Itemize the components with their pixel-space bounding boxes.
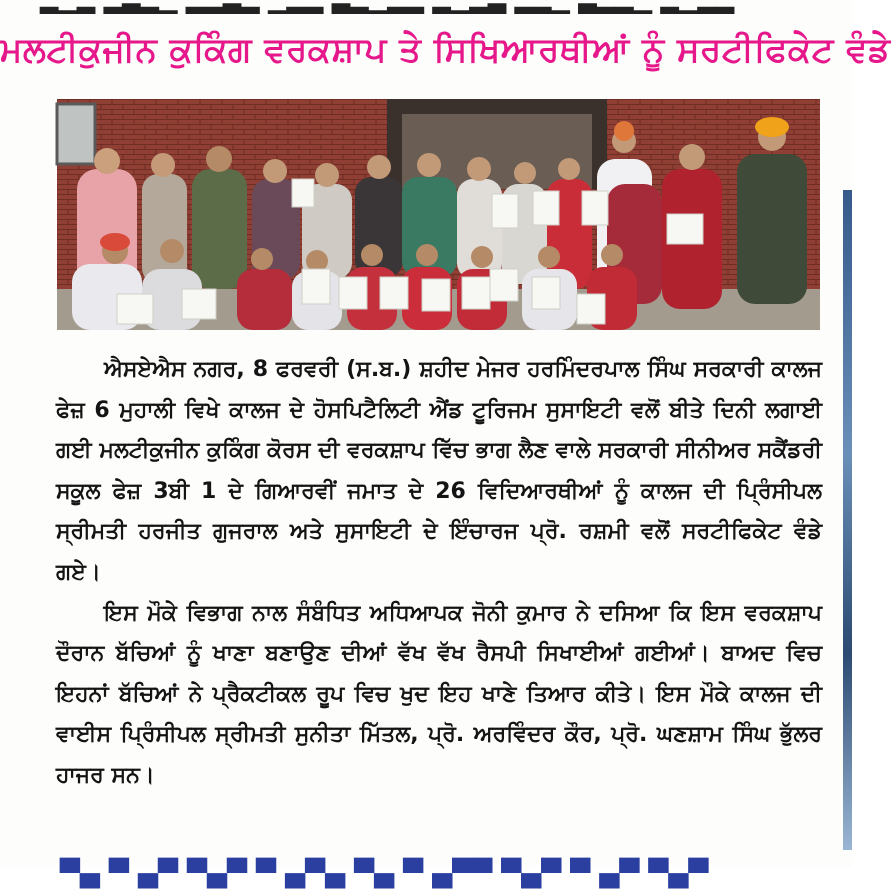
cropped-previous-article-line: ▂▁▂ ▂▃▂▁ ▂▂▃▂ ▁▂▂ ▃▂▁▂▂ ▂▁▂▃ ▂▂▁ ▃▂▂▁ ▂▁▂▂: [40, 0, 735, 14]
headline: ਮਲਟੀਕੁਜੀਨ ਕੁਕਿੰਗ ਵਰਕਸ਼ਾਪ ਤੇ ਸਿਖਿਆਰਥੀਆਂ ਨੂੰ ਸਰਟੀਫਿਕੇਟ ਵੰਡੇ: [0, 30, 891, 70]
adjacent-page-edge: [843, 190, 852, 850]
group-photo: [57, 99, 820, 330]
cropped-next-article-line: ▀▄ ▀ ▄▀ ▀▄▀ ▀ ▄▀▄ ▀▄ ▀ ▄▀▀ ▀▄▀ ▀ ▄▀ ▀▄▀: [60, 859, 709, 889]
article-paragraph-1: ਐਸਏਐਸ ਨਗਰ, 8 ਫਰਵਰੀ (ਸ.ਬ.) ਸ਼ਹੀਦ ਮੇਜਰ ਹਰਮਿੰਦਰਪਾਲ ਸਿੰਘ ਸਰਕਾਰੀ ਕਾਲਜ ਫੇਜ਼ 6 ਮੁਹਾਲੀ ਵਿਖੇ ਕਾਲਜ ਦੇ ਹੋਸਪਿਟੈਲਿਟੀ ਐਂਡ ਟੂਰਿਜਮ ਸੁਸਾਇਟੀ ਵਲੋਂ ਬੀਤੇ ਦਿਨੀ ਲਗਾਈ ਗਈ ਮਲਟੀਕੁਜੀਨ ਕੁਕਿੰਗ ਕੋਰਸ ਦੀ ਵਰਕਸ਼ਾਪ ਵਿੱਚ ਭਾਗ ਲੈਣ ਵਾਲੇ ਸਰਕਾਰੀ ਸੀਨੀਅਰ ਸਕੈਂਡਰੀ ਸਕੂਲ ਫੇਜ਼ 3ਬੀ 1 ਦੇ ਗਿਆਰਵੀਂ ਜਮਾਤ ਦੇ 26 ਵਿਦਿਆਰਥੀਆਂ ਨੂੰ ਕਾਲਜ ਦੀ ਪ੍ਰਿੰਸੀਪਲ ਸ੍ਰੀਮਤੀ ਹਰਜੀਤ ਗੁਜਰਾਲ ਅਤੇ ਸੁਸਾਇਟੀ ਦੇ ਇੰਚਾਰਜ ਪ੍ਰੋ. ਰਸ਼ਮੀ ਵਲੋਂ ਸਰਟੀਫਿਕੇਟ ਵੰਡੇ ਗਏ।: [56, 357, 822, 585]
article-body: [56, 350, 822, 797]
article-paragraph-2: ਇਸ ਮੌਕੇ ਵਿਭਾਗ ਨਾਲ ਸੰਬੰਧਿਤ ਅਧਿਆਪਕ ਜੋਨੀ ਕੁਮਾਰ ਨੇ ਦਸਿਆ ਕਿ ਇਸ ਵਰਕਸ਼ਾਪ ਦੌਰਾਨ ਬੱਚਿਆਂ ਨੂੰ ਖਾਣਾ ਬਣਾਉਣ ਦੀਆਂ ਵੱਖ ਵੱਖ ਰੈਸਪੀ ਸਿਖਾਈਆਂ ਗਈਆਂ। ਬਾਅਦ ਵਿਚ ਇਹਨਾਂ ਬੱਚਿਆਂ ਨੇ ਪ੍ਰੈਕਟੀਕਲ ਰੂਪ ਵਿਚ ਖੁਦ ਇਹ ਖਾਣੇ ਤਿਆਰ ਕੀਤੇ। ਇਸ ਮੌਕੇ ਕਾਲਜ ਦੀ ਵਾਈਸ ਪ੍ਰਿੰਸੀਪਲ ਸ੍ਰੀਮਤੀ ਸੁਨੀਤਾ ਮਿੱਤਲ, ਪ੍ਰੋ. ਅਰਵਿੰਦਰ ਕੌਰ, ਪ੍ਰੋ. ਘਣਸ਼ਾਮ ਸਿੰਘ ਭੁੱਲਰ ਹਾਜਰ ਸਨ।: [56, 600, 822, 788]
